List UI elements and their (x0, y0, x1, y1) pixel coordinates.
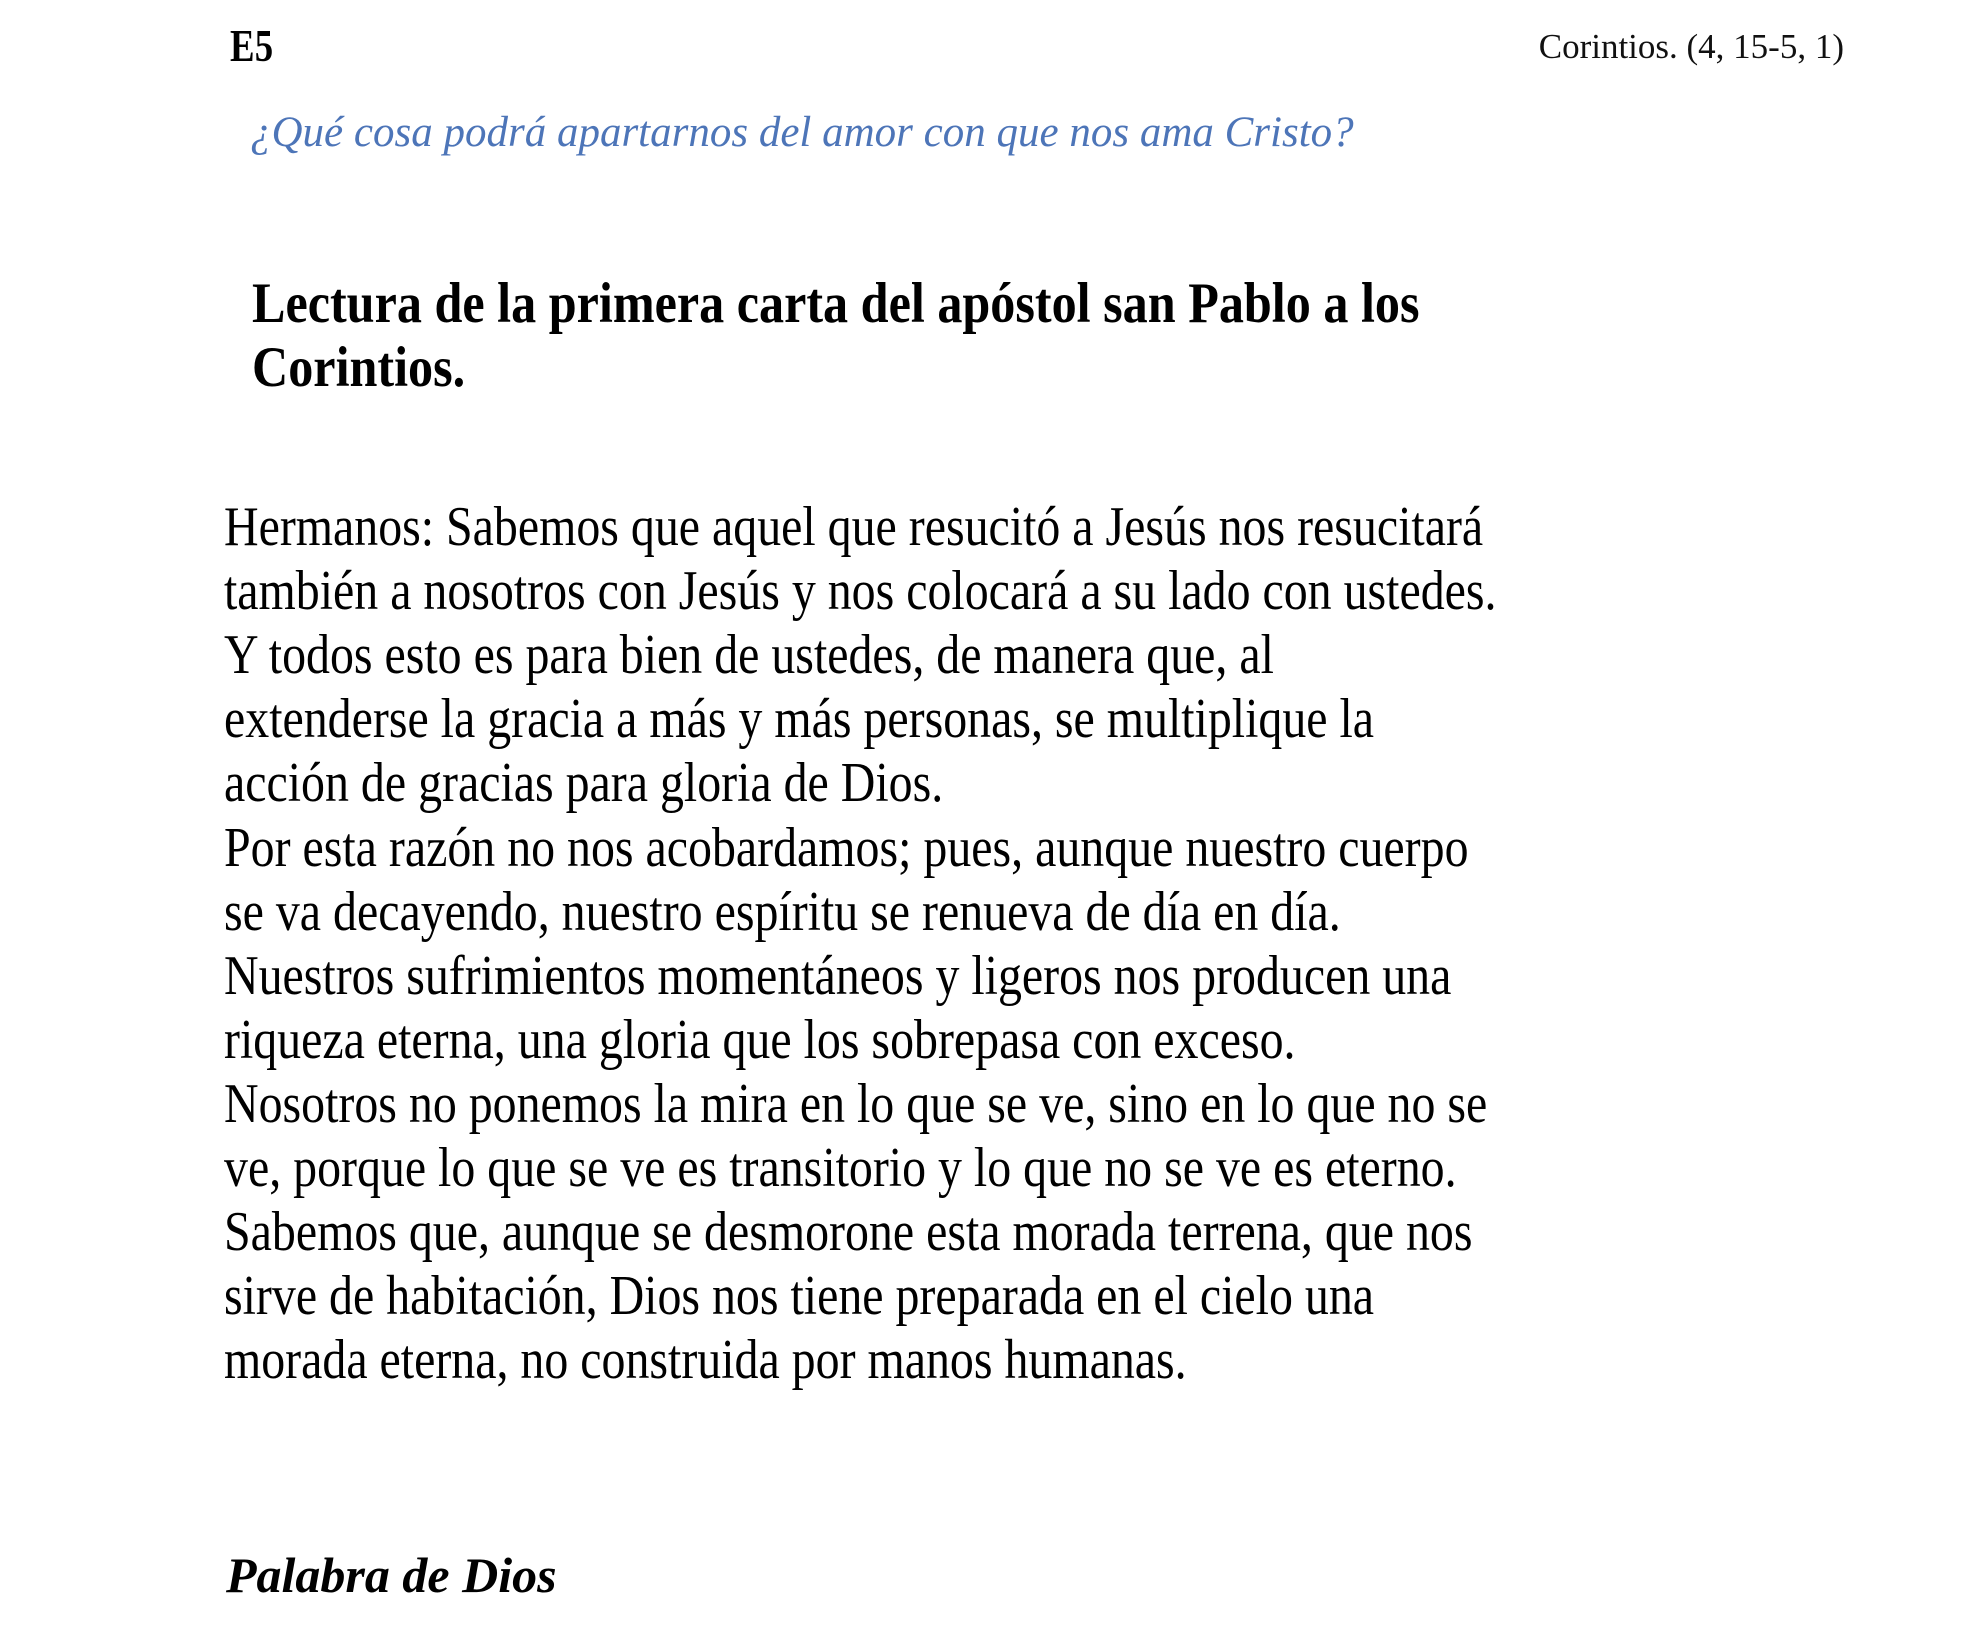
body-line: Sabemos que, aunque se desmorone esta morada terrena, que nos (224, 1201, 1473, 1264)
body-line: morada eterna, no construida por manos humanas. (224, 1329, 1187, 1392)
body-line: Y todos esto es para bien de ustedes, de manera que, al (224, 624, 1274, 687)
body-line: Hermanos: Sabemos que aquel que resucitó a Jesús nos resucitará (224, 496, 1484, 558)
body-line: extenderse la gracia a más y más personas, se multiplique la (224, 688, 1375, 751)
body-line: Nuestros sufrimientos momentáneos y ligeros nos producen una (224, 944, 1452, 1007)
reading-subtitle: ¿Qué cosa podrá apartarnos del amor con que nos ama Cristo? (250, 109, 1354, 156)
reading-code: E5 (230, 20, 274, 71)
body-line: también a nosotros con Jesús y nos colocará a su lado con ustedes. (224, 560, 1497, 623)
page-header (0, 0, 1984, 92)
body-line: Por esta razón no nos acobardamos; pues, aunque nuestro cuerpo (224, 816, 1469, 879)
closing-acclamation: Palabra de Dios (226, 1547, 557, 1603)
scripture-reference: Corintios. (4, 15-5, 1) (1538, 26, 1844, 66)
body-line: sirve de habitación, Dios nos tiene preparada en el cielo una (224, 1265, 1375, 1328)
reading-body (224, 495, 1678, 1393)
body-line: se va decayendo, nuestro espíritu se renueva de día en día. (224, 880, 1341, 943)
reading-title: Lectura de la primera carta del apóstol san Pablo a los Corintios. (252, 272, 1420, 399)
body-line: Nosotros no ponemos la mira en lo que se ve, sino en lo que no se (224, 1072, 1488, 1135)
body-line: riqueza eterna, una gloria que los sobrepasa con exceso. (224, 1008, 1296, 1071)
body-line: ve, porque lo que se ve es transitorio y lo que no se ve es eterno. (224, 1137, 1457, 1200)
body-line: acción de gracias para gloria de Dios. (224, 752, 944, 815)
